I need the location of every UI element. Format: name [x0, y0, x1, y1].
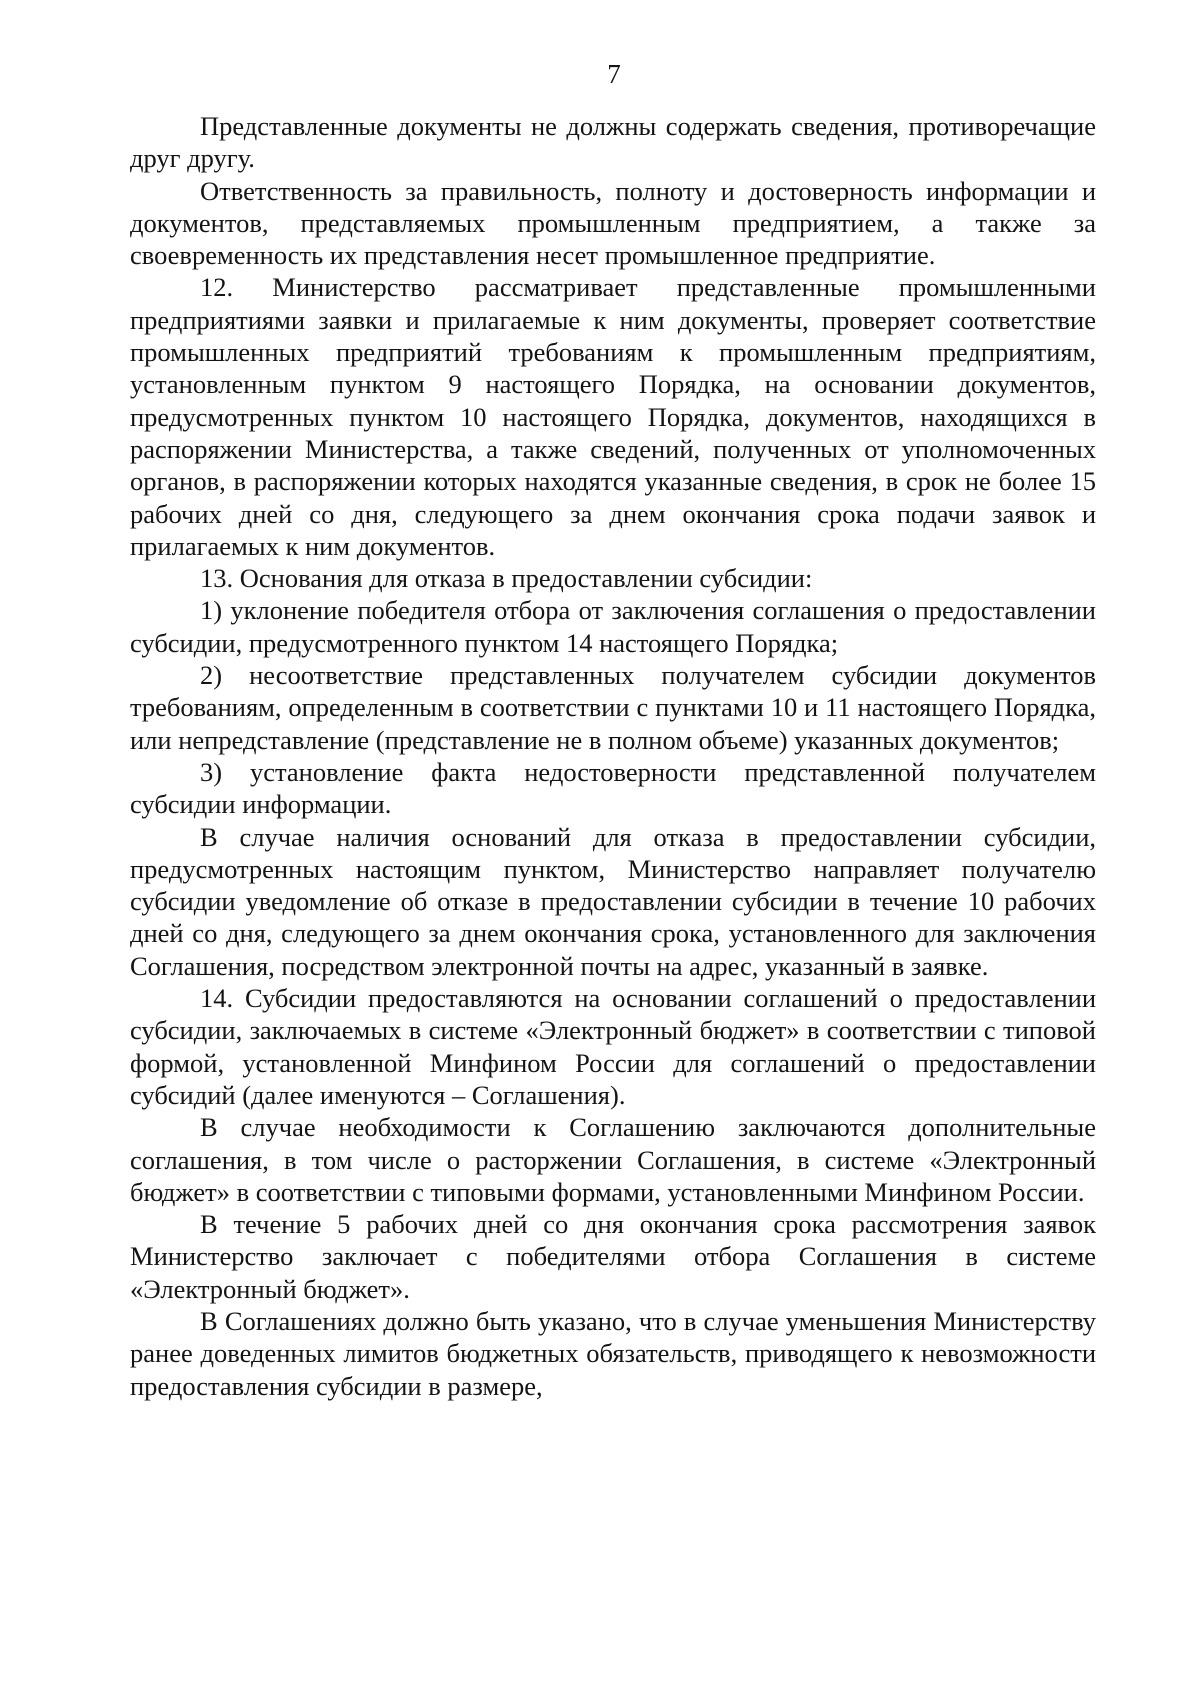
list-item: 1) уклонение победителя отбора от заключения соглашения о предоставлении субсидии, предусмотренного пунктом 14 настоящего Порядка;: [130, 595, 1096, 658]
paragraph: Представленные документы не должны содержать сведения, противоречащие друг другу.: [130, 111, 1096, 174]
page-number: 7: [607, 59, 621, 89]
list-item: 3) установление факта недостоверности представленной получателем субсидии информации.: [130, 756, 1096, 820]
document-body: [130, 110, 1096, 1402]
paragraph-item-14: 14. Субсидии предоставляются на основании соглашений о предоставлении субсидии, заключаемых в системе «Электронный бюджет» в соответствии с типовой формой, установленной Минфином России для соглашений о предоставлении субсидий (далее именуются – Соглашения).: [130, 983, 1096, 1110]
paragraph-last: В Соглашениях должно быть указано, что в случае уменьшения Министерству ранее доведенных лимитов бюджетных обязательств, приводящего к невозможности предоставления субсидии в размере,: [130, 1305, 1096, 1401]
paragraph: В случае наличия оснований для отказа в предоставлении субсидии, предусмотренных настоящим пунктом, Министерство направляет получателю субсидии уведомление об отказе в предоставлении субсидии в течение 10 рабочих дней со дня, следующего за днем окончания срока, установленного для заключения Соглашения, посредством электронной почты на адрес, указанный в заявке.: [130, 821, 1096, 981]
paragraph-item-12: 12. Министерство рассматривает представленные промышленными предприятиями заявки и прилагаемые к ним документы, проверяет соответствие промышленных предприятий требованиям к промышленным предприятиям, установленным пунктом 9 настоящего Порядка, на основании документов, предусмотренных пунктом 10 настоящего Порядка, документов, находящихся в распоряжении Министерства, а также сведений, полученных от уполномоченных органов, в распоряжении которых находятся указанные сведения, в срок не более 15 рабочих дней со дня, следующего за днем окончания срока подачи заявок и прилагаемых к ним документов.: [130, 272, 1096, 561]
list-item: 2) несоответствие представленных получателем субсидии документов требованиям, определенным в соответствии с пунктами 10 и 11 настоящего Порядка, или непредставление (представление не в полном объеме) указанных документов;: [130, 660, 1096, 755]
paragraph: Ответственность за правильность, полноту и достоверность информации и документов, представляемых промышленным предприятием, а также за своевременность их представления несет промышленное предприятие.: [130, 175, 1096, 271]
paragraph-item-13: 13. Основания для отказа в предоставлении субсидии:: [200, 563, 813, 594]
paragraph: В случае необходимости к Соглашению заключаются дополнительные соглашения, в том числе о расторжении Соглашения, в системе «Электронный бюджет» в соответствии с типовыми формами, установленными Минфином России.: [130, 1112, 1096, 1207]
paragraph: В течение 5 рабочих дней со дня окончания срока рассмотрения заявок Министерство заключает с победителями отбора Соглашения в системе «Электронный бюджет».: [130, 1209, 1096, 1304]
